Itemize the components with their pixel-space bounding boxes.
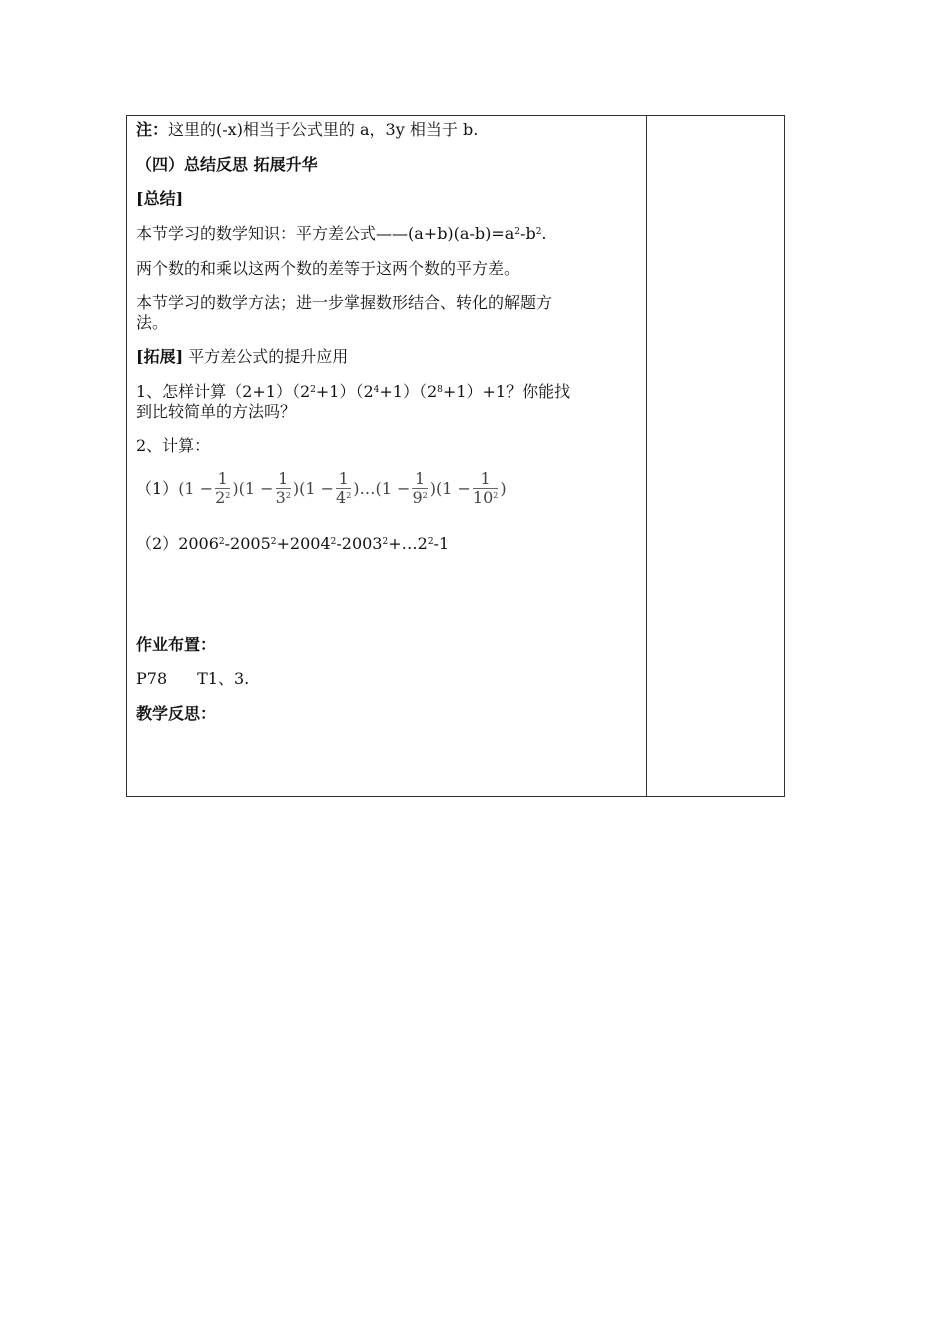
homework-tasks: T1、3. — [197, 669, 250, 688]
fraction-denominator — [336, 489, 351, 507]
notes-cell — [647, 116, 784, 796]
fraction-denominator — [473, 489, 498, 507]
exponent: 2 — [285, 491, 291, 500]
summary-knowledge — [136, 224, 547, 244]
product-term — [436, 470, 507, 507]
fraction-numerator: 1 — [412, 470, 427, 489]
exponent: 2 — [514, 227, 521, 237]
question-2-label: 2、计算： — [136, 436, 211, 455]
product-term — [299, 470, 375, 507]
note-text: 这里的(-x)相当于公式里的 a，3y 相当于 b. — [168, 120, 479, 139]
product-expression — [178, 470, 506, 507]
term-close: )… — [353, 478, 376, 498]
denominator-base: 4 — [336, 488, 347, 507]
term-close: ) — [500, 478, 507, 498]
sub2-term: -2003 — [336, 534, 383, 553]
fraction-numerator: 1 — [473, 470, 498, 489]
product-term — [239, 470, 299, 507]
homework-label: 作业布置： — [136, 635, 217, 654]
extension-label: [拓展] — [136, 347, 184, 366]
exponent: 2 — [218, 537, 225, 547]
fraction-numerator: 1 — [276, 470, 291, 489]
denominator-base: 3 — [275, 488, 286, 507]
question-1-line1 — [136, 382, 570, 402]
exponent: 2 — [422, 491, 428, 500]
section-heading: （四）总结反思 拓展升华 — [136, 155, 318, 174]
sub1-label: （1） — [136, 478, 179, 498]
exponent: 2 — [382, 537, 389, 547]
fraction-denominator — [412, 489, 427, 507]
homework-page: P78 — [136, 669, 168, 688]
q1-part: +1）（2 — [379, 382, 438, 401]
fraction-numerator: 1 — [336, 470, 351, 489]
sub-question-1 — [136, 470, 507, 507]
sub2-label: （2） — [136, 534, 179, 553]
denominator-base: 9 — [412, 488, 423, 507]
product-term — [178, 470, 238, 507]
exponent: 2 — [346, 491, 352, 500]
term-close: ) — [232, 478, 239, 498]
term-close: ) — [292, 478, 300, 498]
term-open: (1 − — [299, 478, 335, 498]
term-open: (1 − — [375, 478, 411, 498]
fraction-denominator — [276, 489, 291, 507]
q1-part: 1、怎样计算（2+1）（2 — [136, 382, 311, 401]
fraction — [215, 470, 230, 507]
note-label: 注： — [136, 120, 169, 139]
sub2-term: +…2 — [388, 534, 428, 553]
fraction — [336, 470, 351, 507]
extension-header — [136, 347, 348, 367]
exponent: 2 — [225, 491, 231, 500]
summary-method-line1: 本节学习的数学方法；进一步掌握数形结合、转化的解题方 — [136, 293, 553, 312]
term-close: ) — [429, 478, 436, 498]
sub2-term: 2006 — [178, 534, 219, 553]
question-1-line2: 到比较简单的方法吗？ — [136, 402, 297, 421]
denominator-base: 10 — [472, 488, 494, 507]
term-open: (1 − — [436, 478, 471, 498]
reflection-label: 教学反思： — [136, 704, 217, 723]
exponent: 2 — [310, 385, 316, 395]
exponent: 2 — [270, 537, 277, 547]
exponent: 8 — [437, 385, 443, 395]
summary-statement: 两个数的和乘以这两个数的差等于这两个数的平方差。 — [136, 259, 521, 278]
exponent: 4 — [373, 385, 380, 395]
sub2-term: -2005 — [224, 534, 271, 553]
exponent: 2 — [493, 491, 499, 500]
fraction — [473, 470, 498, 507]
q1-part: +1）+1？你能找 — [442, 382, 571, 401]
knowledge-prefix: 本节学习的数学知识：平方差公式——(a+b)(a-b)=a — [136, 224, 515, 243]
knowledge-mid: -b — [520, 224, 536, 243]
lesson-table — [126, 115, 785, 797]
fraction-numerator: 1 — [215, 470, 230, 489]
extension-title: 平方差公式的提升应用 — [183, 347, 349, 366]
fraction — [412, 470, 427, 507]
exponent: 2 — [330, 537, 337, 547]
product-term — [376, 470, 436, 507]
term-open: (1 − — [238, 478, 274, 498]
homework-line — [136, 669, 249, 689]
summary-method-line2: 法。 — [136, 313, 169, 332]
term-open: (1 − — [178, 478, 214, 498]
sub2-term: +2004 — [276, 534, 331, 553]
note-line — [136, 120, 478, 140]
fraction-denominator — [215, 489, 230, 507]
denominator-base: 2 — [215, 488, 226, 507]
fraction — [276, 470, 291, 507]
exponent: 2 — [427, 537, 434, 547]
q1-part: +1）（2 — [315, 382, 374, 401]
exponent: 2 — [535, 227, 542, 237]
sub2-term: -1 — [433, 534, 450, 553]
knowledge-end: . — [541, 224, 547, 243]
sub-question-2 — [136, 534, 449, 554]
summary-label: [总结] — [136, 189, 184, 208]
